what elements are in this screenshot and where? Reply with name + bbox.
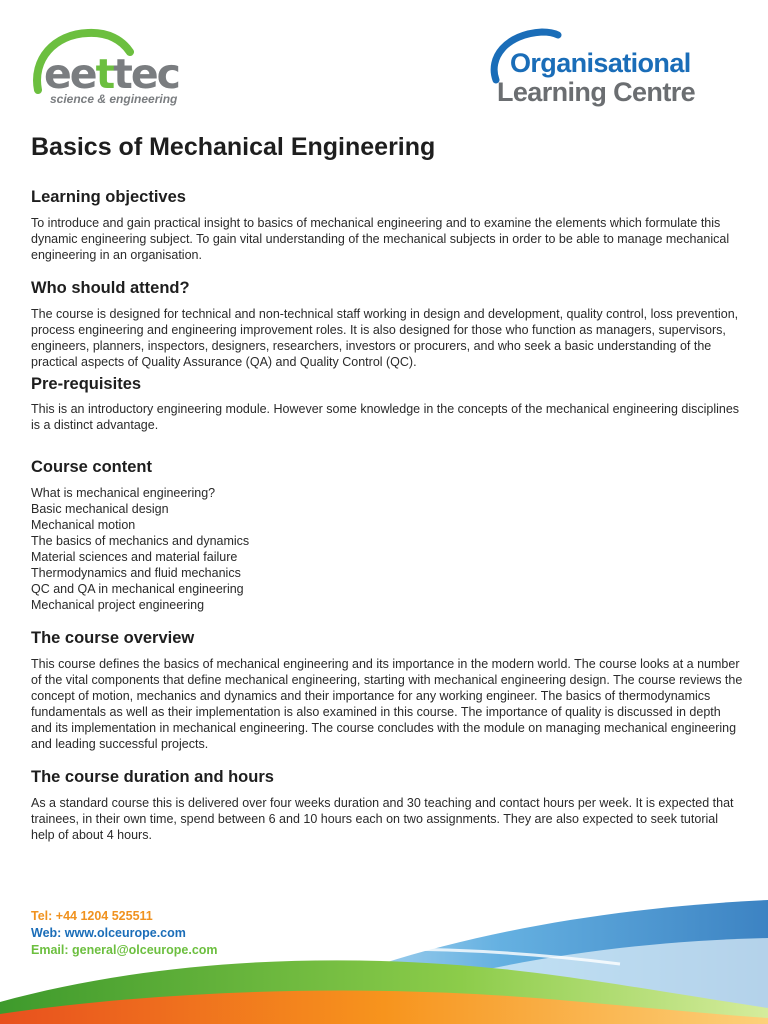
- section-heading: Who should attend?: [31, 278, 190, 297]
- list-item: Mechanical project engineering: [31, 598, 205, 613]
- section-heading: Pre-requisites: [31, 374, 142, 393]
- section-heading: The course overview: [31, 629, 195, 648]
- course-content-list: [31, 485, 743, 613]
- section-learning-objectives: [31, 188, 743, 263]
- list-item: The basics of mechanics and dynamics: [31, 534, 250, 549]
- section-course-overview: [31, 629, 743, 752]
- contact-phone[interactable]: Tel: +44 1204 525511: [31, 909, 153, 923]
- section-heading: Course content: [31, 458, 153, 477]
- document-body: [31, 132, 743, 859]
- contact-website[interactable]: Web: www.olceurope.com: [31, 926, 186, 940]
- section-heading: Learning objectives: [31, 188, 186, 206]
- section-course-content: [31, 458, 743, 613]
- section-course-duration: [31, 768, 743, 843]
- section-body: The course is designed for technical and non-technical staff working in design and development, quality control, loss prevention, process engineering and engineering improvement roles. It is also designed for those who function as managers, supervisors, engineers, planners, inspectors, designers, researchers, investors or procurers, and who seek a basic understanding of the practical aspects of Quality Assurance (QA) and Quality Control (QC).: [31, 306, 739, 369]
- eettec-logo: [30, 28, 200, 110]
- list-item: QC and QA in mechanical engineering: [31, 582, 244, 597]
- contact-email[interactable]: Email: general@olceurope.com: [31, 943, 218, 957]
- list-item: Mechanical motion: [31, 518, 136, 533]
- olc-logo: [484, 28, 744, 110]
- contact-block: [31, 908, 218, 959]
- section-body: To introduce and gain practical insight to basics of mechanical engineering and to examine the elements which formulate this dynamic engineering subject. To gain vital understanding of the mechanical subjects in order to be able to manage mechanical engineering in an organisation.: [31, 215, 730, 262]
- list-item: Thermodynamics and fluid mechanics: [31, 566, 241, 581]
- olc-line2: Learning Centre: [497, 77, 696, 107]
- list-item: Material sciences and material failure: [31, 550, 238, 565]
- section-heading: The course duration and hours: [31, 767, 274, 786]
- list-item: What is mechanical engineering?: [31, 486, 216, 501]
- list-item: Basic mechanical design: [31, 502, 169, 517]
- section-body: This is an introductory engineering module. However some knowledge in the concepts of the mechanical engineering disciplines is a distinct advantage.: [31, 402, 740, 433]
- olc-line1: Organisational: [510, 48, 691, 78]
- section-body: As a standard course this is delivered over four weeks duration and 30 teaching and contact hours per week. It is expected that trainees, in their own time, spend between 6 and 10 hours each on two assignments. They are also expected to seek tutorial help of about 4 hours.: [31, 795, 734, 842]
- section-pre-requisites: [31, 375, 743, 434]
- eettec-tagline: science & engineering: [50, 92, 178, 106]
- page-title: Basics of Mechanical Engineering: [31, 133, 436, 161]
- section-who-should-attend: [31, 279, 743, 370]
- eettec-wordmark: eettec: [44, 50, 179, 98]
- section-body: This course defines the basics of mechanical engineering and its importance in the modern world. The course looks at a number of the vital components that define mechanical engineering, starting with mechanical engineering design. The course reviews the concept of motion, mechanics and dynamics and their importance for any working engineer. The basics of thermodynamics fundamentals as well as their implementation is also examined in this course. The importance of quality is discussed in depth and its implementation in mechanical engineering. The course concludes with the module on managing mechanical engineering and leading successful projects.: [31, 656, 743, 751]
